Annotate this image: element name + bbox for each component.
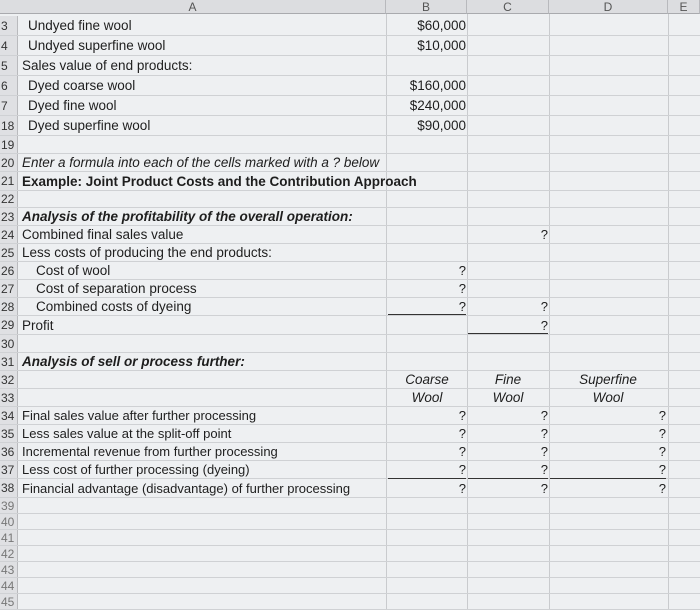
cell-B38[interactable]: ? [458, 480, 466, 496]
cell-A27[interactable]: Cost of separation process [36, 281, 197, 296]
cell-A20[interactable]: Enter a formula into each of the cells marked with a ? below [22, 155, 380, 170]
row-number[interactable]: 4 [0, 36, 18, 55]
cell-C33[interactable]: Wool [492, 390, 524, 405]
row-number[interactable]: 27 [0, 280, 18, 297]
cell-B36[interactable]: ? [458, 444, 466, 459]
cell-C36[interactable]: ? [540, 444, 548, 459]
row-35 [0, 425, 700, 443]
row-4 [0, 36, 700, 56]
row-number[interactable]: 21 [0, 172, 18, 190]
cell-D38[interactable]: ? [658, 480, 666, 496]
row-number[interactable]: 22 [0, 191, 18, 207]
row-3 [0, 16, 700, 36]
cell-C24[interactable]: ? [540, 227, 548, 242]
row-38 [0, 479, 700, 498]
row-37 [0, 461, 700, 479]
cell-A31[interactable]: Analysis of sell or process further: [22, 354, 245, 369]
row-number[interactable]: 38 [0, 479, 18, 497]
cell-D37[interactable]: ? [658, 462, 666, 477]
row-23 [0, 208, 700, 226]
row-number[interactable]: 37 [0, 461, 18, 478]
row-5 [0, 56, 700, 76]
row-27 [0, 280, 700, 298]
row-number[interactable]: 20 [0, 154, 18, 171]
row-number[interactable]: 5 [0, 56, 18, 75]
row-number[interactable]: 6 [0, 76, 18, 95]
row-7 [0, 96, 700, 116]
cell-B3[interactable]: $60,000 [417, 18, 466, 33]
row-22 [0, 191, 700, 208]
row-19 [0, 136, 700, 154]
cell-B34[interactable]: ? [458, 408, 466, 423]
row-number[interactable]: 3 [0, 16, 18, 35]
row-number[interactable]: 25 [0, 244, 18, 261]
row-number[interactable]: 43 [0, 562, 18, 577]
cell-A25[interactable]: Less costs of producing the end products: [22, 245, 272, 260]
row-number[interactable]: 33 [0, 389, 18, 406]
row-number[interactable]: 42 [0, 546, 18, 561]
row-41 [0, 530, 700, 546]
row-number[interactable]: 24 [0, 226, 18, 243]
row-number[interactable]: 31 [0, 353, 18, 370]
cell-B35[interactable]: ? [458, 426, 466, 441]
subtotal-underline [468, 333, 548, 334]
row-44 [0, 578, 700, 594]
row-20 [0, 154, 700, 172]
cell-A37[interactable]: Less cost of further processing (dyeing) [22, 462, 250, 477]
cell-A38[interactable]: Financial advantage (disadvantage) of further processing [22, 480, 351, 496]
cell-B33[interactable]: Wool [411, 390, 443, 405]
cell-D33[interactable]: Wool [592, 390, 624, 405]
cell-D34[interactable]: ? [658, 408, 666, 423]
row-number[interactable]: 39 [0, 498, 18, 513]
column-header-C[interactable]: C [467, 0, 549, 14]
cell-C35[interactable]: ? [540, 426, 548, 441]
row-31 [0, 353, 700, 371]
cell-C29[interactable]: ? [540, 317, 548, 333]
cell-A23[interactable]: Analysis of the profitability of the overall operation: [22, 209, 353, 224]
cell-B7[interactable]: $240,000 [409, 98, 466, 113]
row-number[interactable]: 18 [0, 116, 18, 135]
row-43 [0, 562, 700, 578]
row-39 [0, 498, 700, 514]
cell-B37[interactable]: ? [458, 462, 466, 477]
cell-B28[interactable]: ? [458, 299, 466, 314]
cell-D35[interactable]: ? [658, 426, 666, 441]
row-40 [0, 514, 700, 530]
row-number[interactable]: 29 [0, 316, 18, 334]
row-29 [0, 316, 700, 335]
row-21 [0, 172, 700, 191]
row-25 [0, 244, 700, 262]
row-number[interactable]: 32 [0, 371, 18, 388]
cell-C28[interactable]: ? [540, 299, 548, 314]
cell-A29[interactable]: Profit [22, 317, 54, 333]
row-number[interactable]: 40 [0, 514, 18, 529]
row-36 [0, 443, 700, 461]
cell-C34[interactable]: ? [540, 408, 548, 423]
cell-C37[interactable]: ? [540, 462, 548, 477]
cell-D36[interactable]: ? [658, 444, 666, 459]
cell-A24[interactable]: Combined final sales value [22, 227, 184, 242]
row-number[interactable]: 45 [0, 594, 18, 609]
row-32 [0, 371, 700, 389]
cell-B32[interactable]: Coarse [405, 372, 449, 387]
cell-A4[interactable]: Undyed superfine wool [28, 38, 166, 53]
cell-A36[interactable]: Incremental revenue from further processing [22, 444, 278, 459]
column-header-E[interactable]: E [668, 0, 700, 14]
row-28 [0, 298, 700, 316]
row-number[interactable]: 7 [0, 96, 18, 115]
cell-A6[interactable]: Dyed coarse wool [28, 78, 136, 93]
row-34 [0, 407, 700, 425]
cell-B18[interactable]: $90,000 [417, 118, 466, 133]
subtotal-underline [550, 478, 666, 479]
row-number[interactable]: 34 [0, 407, 18, 424]
cell-B27[interactable]: ? [458, 281, 466, 296]
column-header-D[interactable]: D [549, 0, 668, 14]
cell-B6[interactable]: $160,000 [409, 78, 466, 93]
row-6 [0, 76, 700, 96]
row-number[interactable]: 26 [0, 262, 18, 279]
cell-A18[interactable]: Dyed superfine wool [28, 118, 151, 133]
cell-A35[interactable]: Less sales value at the split-off point [22, 426, 232, 441]
subtotal-underline [388, 478, 466, 479]
cell-B4[interactable]: $10,000 [417, 38, 466, 53]
cell-A34[interactable]: Final sales value after further processing [22, 408, 257, 423]
column-header-A[interactable]: A [0, 0, 386, 14]
cell-D32[interactable]: Superfine [579, 372, 637, 387]
row-42 [0, 546, 700, 562]
subtotal-underline [388, 314, 466, 315]
cell-A5[interactable]: Sales value of end products: [22, 58, 193, 73]
cell-C38[interactable]: ? [540, 480, 548, 496]
row-24 [0, 226, 700, 244]
row-number[interactable]: 44 [0, 578, 18, 593]
cell-A7[interactable]: Dyed fine wool [28, 98, 117, 113]
row-number[interactable]: 30 [0, 335, 18, 352]
row-45 [0, 594, 700, 610]
row-number[interactable]: 35 [0, 425, 18, 442]
subtotal-underline [468, 478, 548, 479]
cell-A26[interactable]: Cost of wool [36, 263, 111, 278]
row-number[interactable]: 41 [0, 530, 18, 545]
row-26 [0, 262, 700, 280]
row-30 [0, 335, 700, 353]
row-number[interactable]: 19 [0, 136, 18, 153]
row-number[interactable]: 23 [0, 208, 18, 225]
cell-A28[interactable]: Combined costs of dyeing [36, 299, 192, 314]
cell-C32[interactable]: Fine [494, 372, 522, 387]
column-header-B[interactable]: B [386, 0, 467, 14]
row-number[interactable]: 28 [0, 298, 18, 315]
cell-A3[interactable]: Undyed fine wool [28, 18, 132, 33]
cell-B26[interactable]: ? [458, 263, 466, 278]
cell-A21[interactable]: Example: Joint Product Costs and the Contribution Approach [22, 173, 417, 189]
row-33 [0, 389, 700, 407]
row-18 [0, 116, 700, 136]
row-number[interactable]: 36 [0, 443, 18, 460]
